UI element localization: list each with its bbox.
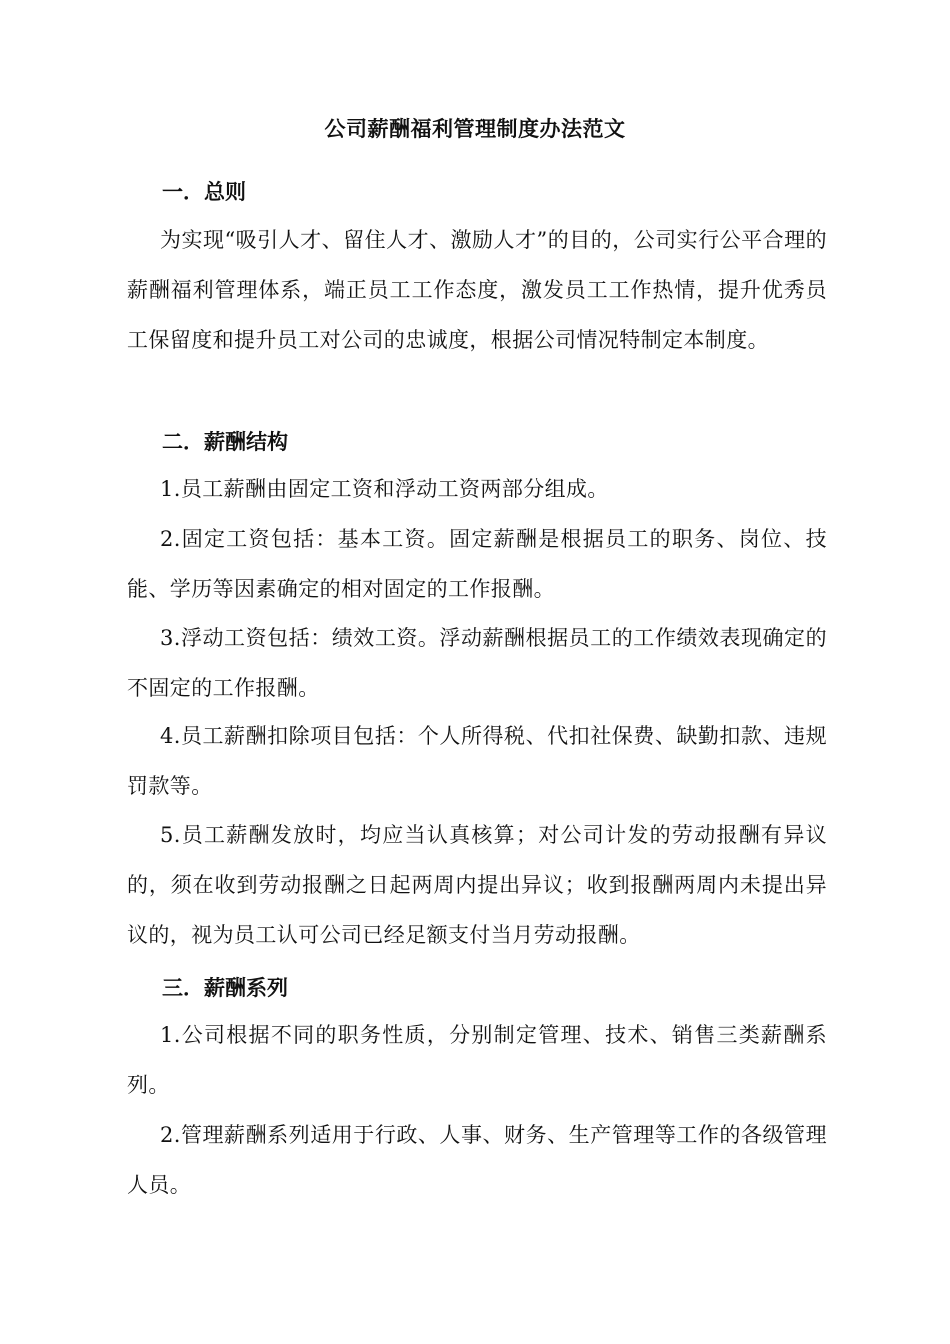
paragraph-structure-3: 3.浮动工资包括：绩效工资。浮动薪酬根据员工的工作绩效表现确定的不固定的工作报酬。 bbox=[127, 626, 827, 700]
paragraph-structure-1: 1.员工薪酬由固定工资和浮动工资两部分组成。 bbox=[160, 477, 609, 501]
section-heading-series: 三．薪酬系列 bbox=[162, 976, 288, 1000]
paragraph-series-2: 2.管理薪酬系列适用于行政、人事、财务、生产管理等工作的各级管理人员。 bbox=[127, 1123, 827, 1197]
paragraph-structure-2: 2.固定工资包括：基本工资。固定薪酬是根据员工的职务、岗位、技能、学历等因素确定的相对固定的工作报酬。 bbox=[127, 527, 827, 601]
paragraph-structure-4: 4.员工薪酬扣除项目包括：个人所得税、代扣社保费、缺勤扣款、违规罚款等。 bbox=[127, 724, 827, 798]
document-title: 公司薪酬福利管理制度办法范文 bbox=[324, 117, 626, 141]
section-heading-general: 一．总则 bbox=[162, 180, 246, 204]
section-heading-structure: 二．薪酬结构 bbox=[162, 430, 288, 454]
paragraph-general: 为实现“吸引人才、留住人才、激励人才”的目的，公司实行公平合理的薪酬福利管理体系，端正员工工作态度，激发员工工作热情，提升优秀员工保留度和提升员工对公司的忠诚度，根据公司情况特制定本制度。 bbox=[127, 228, 827, 352]
paragraph-structure-5: 5.员工薪酬发放时，均应当认真核算；对公司计发的劳动报酬有异议的，须在收到劳动报酬之日起两周内提出异议；收到报酬两周内未提出异议的，视为员工认可公司已经足额支付当月劳动报酬。 bbox=[127, 823, 827, 947]
paragraph-series-1: 1.公司根据不同的职务性质，分别制定管理、技术、销售三类薪酬系列。 bbox=[127, 1023, 827, 1097]
